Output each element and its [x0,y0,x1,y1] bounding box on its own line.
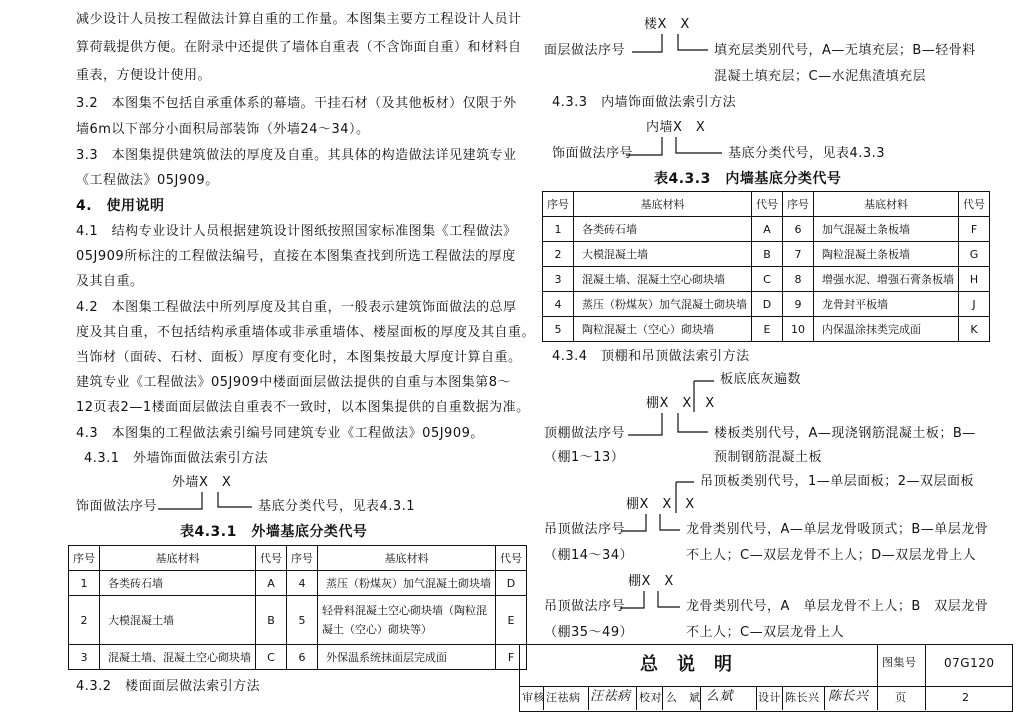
int-wall-code: 内墙X X [646,120,706,135]
para-3-2-line2: 墙6m以下部分小面积局部装饰（外墙24～34）。 [76,122,370,137]
cell: A [256,571,287,596]
cell: D [752,292,783,317]
cell: 蒸压（粉煤灰）加气混凝土砌块墙 [318,571,496,596]
th-code: 代号 [959,192,990,217]
cell: B [256,596,287,645]
para-intro-line3: 重表，方便设计使用。 [76,68,212,83]
cell: 混凝土墙、混凝土空心砌块墙 [100,645,256,670]
para-3-3-line2: 《工程做法》05J909。 [76,173,219,188]
cell: 各类砖石墙 [574,217,752,242]
floor-fill-desc-line2: 混凝土填充层；C—水泥焦渣填充层 [714,69,927,84]
check-label: 校对 [639,691,662,704]
table-4-3-3-title: 表4.3.3 内墙基底分类代号 [654,171,842,187]
ceiling2-seq-label: 吊顶做法序号 [544,522,626,537]
para-3-3-line1: 3.3 本图集提供建筑做法的厚度及自重。其具体的构造做法详见建筑专业 [76,148,517,163]
page-label: 页 [895,691,907,704]
cell: 大模混凝土墙 [100,596,256,645]
section-4-3-4-heading: 4.3.4 顶棚和吊顶做法索引方法 [552,349,750,364]
cell: 7 [783,242,814,267]
cell: K [959,317,990,342]
para-3-2-line1: 3.2 本图集不包括自承重体系的幕墙。干挂石材（及其他板材）仅限于外 [76,96,517,111]
para-4-2-line2: 度及其自重，不包括结构承重墙体或非承重墙体、楼屋面板的厚度及其自重。 [76,325,536,340]
cell: 3 [69,645,100,670]
ceiling2-code: 棚X X X [626,497,695,512]
ceiling3-desc-line2: 不上人；C—双层龙骨上人 [686,625,845,640]
checker-name: 么 斌 [666,691,701,704]
ceiling2-desc-line2: 不上人；C—双层龙骨不上人；D—双层龙骨上人 [686,548,977,563]
reviewer-signature: 汪祛病 [590,689,631,704]
para-4-3: 4.3 本图集的工程做法索引编号同建筑专业《工程做法》05J909。 [76,426,484,441]
ceiling-plaster-label: 板底底灰遍数 [720,372,802,387]
cell: 混凝土墙、混凝土空心砌块墙 [574,267,752,292]
floor-seq-label: 面层做法序号 [544,43,626,58]
cell: 6 [287,645,318,670]
designer-name: 陈长兴 [785,691,820,704]
th-seq: 序号 [783,192,814,217]
para-intro-line2: 算荷载提供方便。在附录中还提供了墙体自重表（不含饰面自重）和材料自 [76,40,522,55]
cell: C [752,267,783,292]
ceiling1-range: （棚1～13） [544,450,625,465]
section-4-3-3-heading: 4.3.3 内墙饰面做法索引方法 [552,95,737,110]
th-material: 基底材料 [100,546,256,571]
floor-code: 楼X X [644,17,690,32]
cell: G [959,242,990,267]
int-wall-base-label: 基底分类代号，见表4.3.3 [728,146,886,161]
cell: 5 [287,596,318,645]
cell: J [959,292,990,317]
ceiling3-desc-line1: 龙骨类别代号，A 单层龙骨不上人；B 双层龙骨 [686,599,989,614]
cell: 外保温系统抹面层完成面 [318,645,496,670]
ceiling1-desc-line1: 楼板类别代号，A—现浇钢筋混凝土板；B— [714,426,976,441]
ext-wall-base-label: 基底分类代号，见表4.3.1 [258,499,416,514]
cell: 2 [543,242,574,267]
ceiling1-desc-line2: 预制钢筋混凝土板 [714,450,823,465]
para-4-2-line4: 建筑专业《工程做法》05J909中楼面面层做法提供的自重与本图集第8～ [76,375,511,390]
cell: 内保温涂抹类完成面 [814,317,959,342]
ceiling1-seq-label: 顶棚做法序号 [544,426,626,441]
ext-wall-code: 外墙X X [172,475,232,490]
cell: A [752,217,783,242]
int-wall-seq-label: 饰面做法序号 [552,146,634,161]
cell: 大模混凝土墙 [574,242,752,267]
para-4-2-line5: 12页表2—1楼面面层做法自重表不一致时，以本图集提供的自重数据为准。 [76,400,530,415]
ceiling3-range: （棚35～49） [544,625,634,640]
cell: 9 [783,292,814,317]
th-seq: 序号 [287,546,318,571]
cell: 1 [69,571,100,596]
ceiling3-code: 棚X X [628,574,674,589]
th-seq: 序号 [69,546,100,571]
designer-signature: 陈长兴 [828,689,869,704]
drawing-title: 总 说 明 [640,654,733,675]
th-code: 代号 [496,546,527,571]
cell: 蒸压（粉煤灰）加气混凝土砌块墙 [574,292,752,317]
ceiling1-code: 棚X X X [646,396,715,411]
ceiling2-desc-line1: 龙骨类别代号，A—单层龙骨吸顶式；B—单层龙骨 [686,522,989,537]
cell: 1 [543,217,574,242]
cell: 各类砖石墙 [100,571,256,596]
ceiling2-range: （棚14～34） [544,548,634,563]
cell: 4 [543,292,574,317]
ceiling2-panel-label: 吊顶板类别代号，1—单层面板；2—双层面板 [700,474,975,489]
ext-wall-seq-label: 饰面做法序号 [76,499,158,514]
cell: 6 [783,217,814,242]
cell: 2 [69,596,100,645]
para-4-2-line1: 4.2 本图集工程做法中所列厚度及其自重，一般表示建筑饰面做法的总厚 [76,300,517,315]
th-material: 基底材料 [814,192,959,217]
reviewer-name: 汪祛病 [546,691,581,704]
para-4-1-line3: 及其自重。 [76,274,144,289]
th-material: 基底材料 [574,192,752,217]
design-label: 设计 [758,691,781,704]
checker-signature: 么斌 [706,689,734,704]
th-seq: 序号 [543,192,574,217]
cell: E [752,317,783,342]
atlas-label: 图集号 [882,656,917,669]
para-intro-line1: 减少设计人员按工程做法计算自重的工作量。本图集主要方工程设计人员计 [76,12,522,27]
th-code: 代号 [752,192,783,217]
th-code: 代号 [256,546,287,571]
section-4-heading: 4. 使用说明 [76,198,165,214]
cell: 增强水泥、增强石膏条板墙 [814,267,959,292]
section-4-3-1-heading: 4.3.1 外墙饰面做法索引方法 [84,451,269,466]
cell: F [496,645,527,670]
cell: B [752,242,783,267]
para-4-1-line1: 4.1 结构专业设计人员根据建筑设计图纸按照国家标准图集《工程做法》 [76,224,517,239]
cell: H [959,267,990,292]
cell: 8 [783,267,814,292]
floor-fill-desc-line1: 填充层类别代号，A—无填充层；B—轻骨料 [714,43,976,58]
page-number: 2 [962,691,970,704]
cell: 加气混凝土条板墙 [814,217,959,242]
cell: E [496,596,527,645]
atlas-number: 07G120 [944,656,995,670]
cell: 10 [783,317,814,342]
cell: 龙骨封平板墙 [814,292,959,317]
cell: 陶粒混凝土（空心）砌块墙 [574,317,752,342]
cell: D [496,571,527,596]
cell: 陶粒混凝土条板墙 [814,242,959,267]
cell: F [959,217,990,242]
para-4-2-line3: 当饰材（面砖、石材、面板）厚度有变化时，本图集按最大厚度计算自重。 [76,350,522,365]
para-4-1-line2: 05J909所标注的工程做法编号，直接在本图集查找到所选工程做法的厚度 [76,249,516,264]
section-4-3-2-heading: 4.3.2 楼面面层做法索引方法 [76,679,261,694]
table-4-3-1-title: 表4.3.1 外墙基底分类代号 [180,524,368,540]
ceiling3-seq-label: 吊顶做法序号 [544,599,626,614]
review-label: 审核 [522,691,545,704]
cell: 5 [543,317,574,342]
cell: 3 [543,267,574,292]
th-material: 基底材料 [318,546,496,571]
cell: 4 [287,571,318,596]
cell: C [256,645,287,670]
cell: 轻骨料混凝土空心砌块墙（陶粒混凝土（空心）砌块等） [318,596,496,645]
